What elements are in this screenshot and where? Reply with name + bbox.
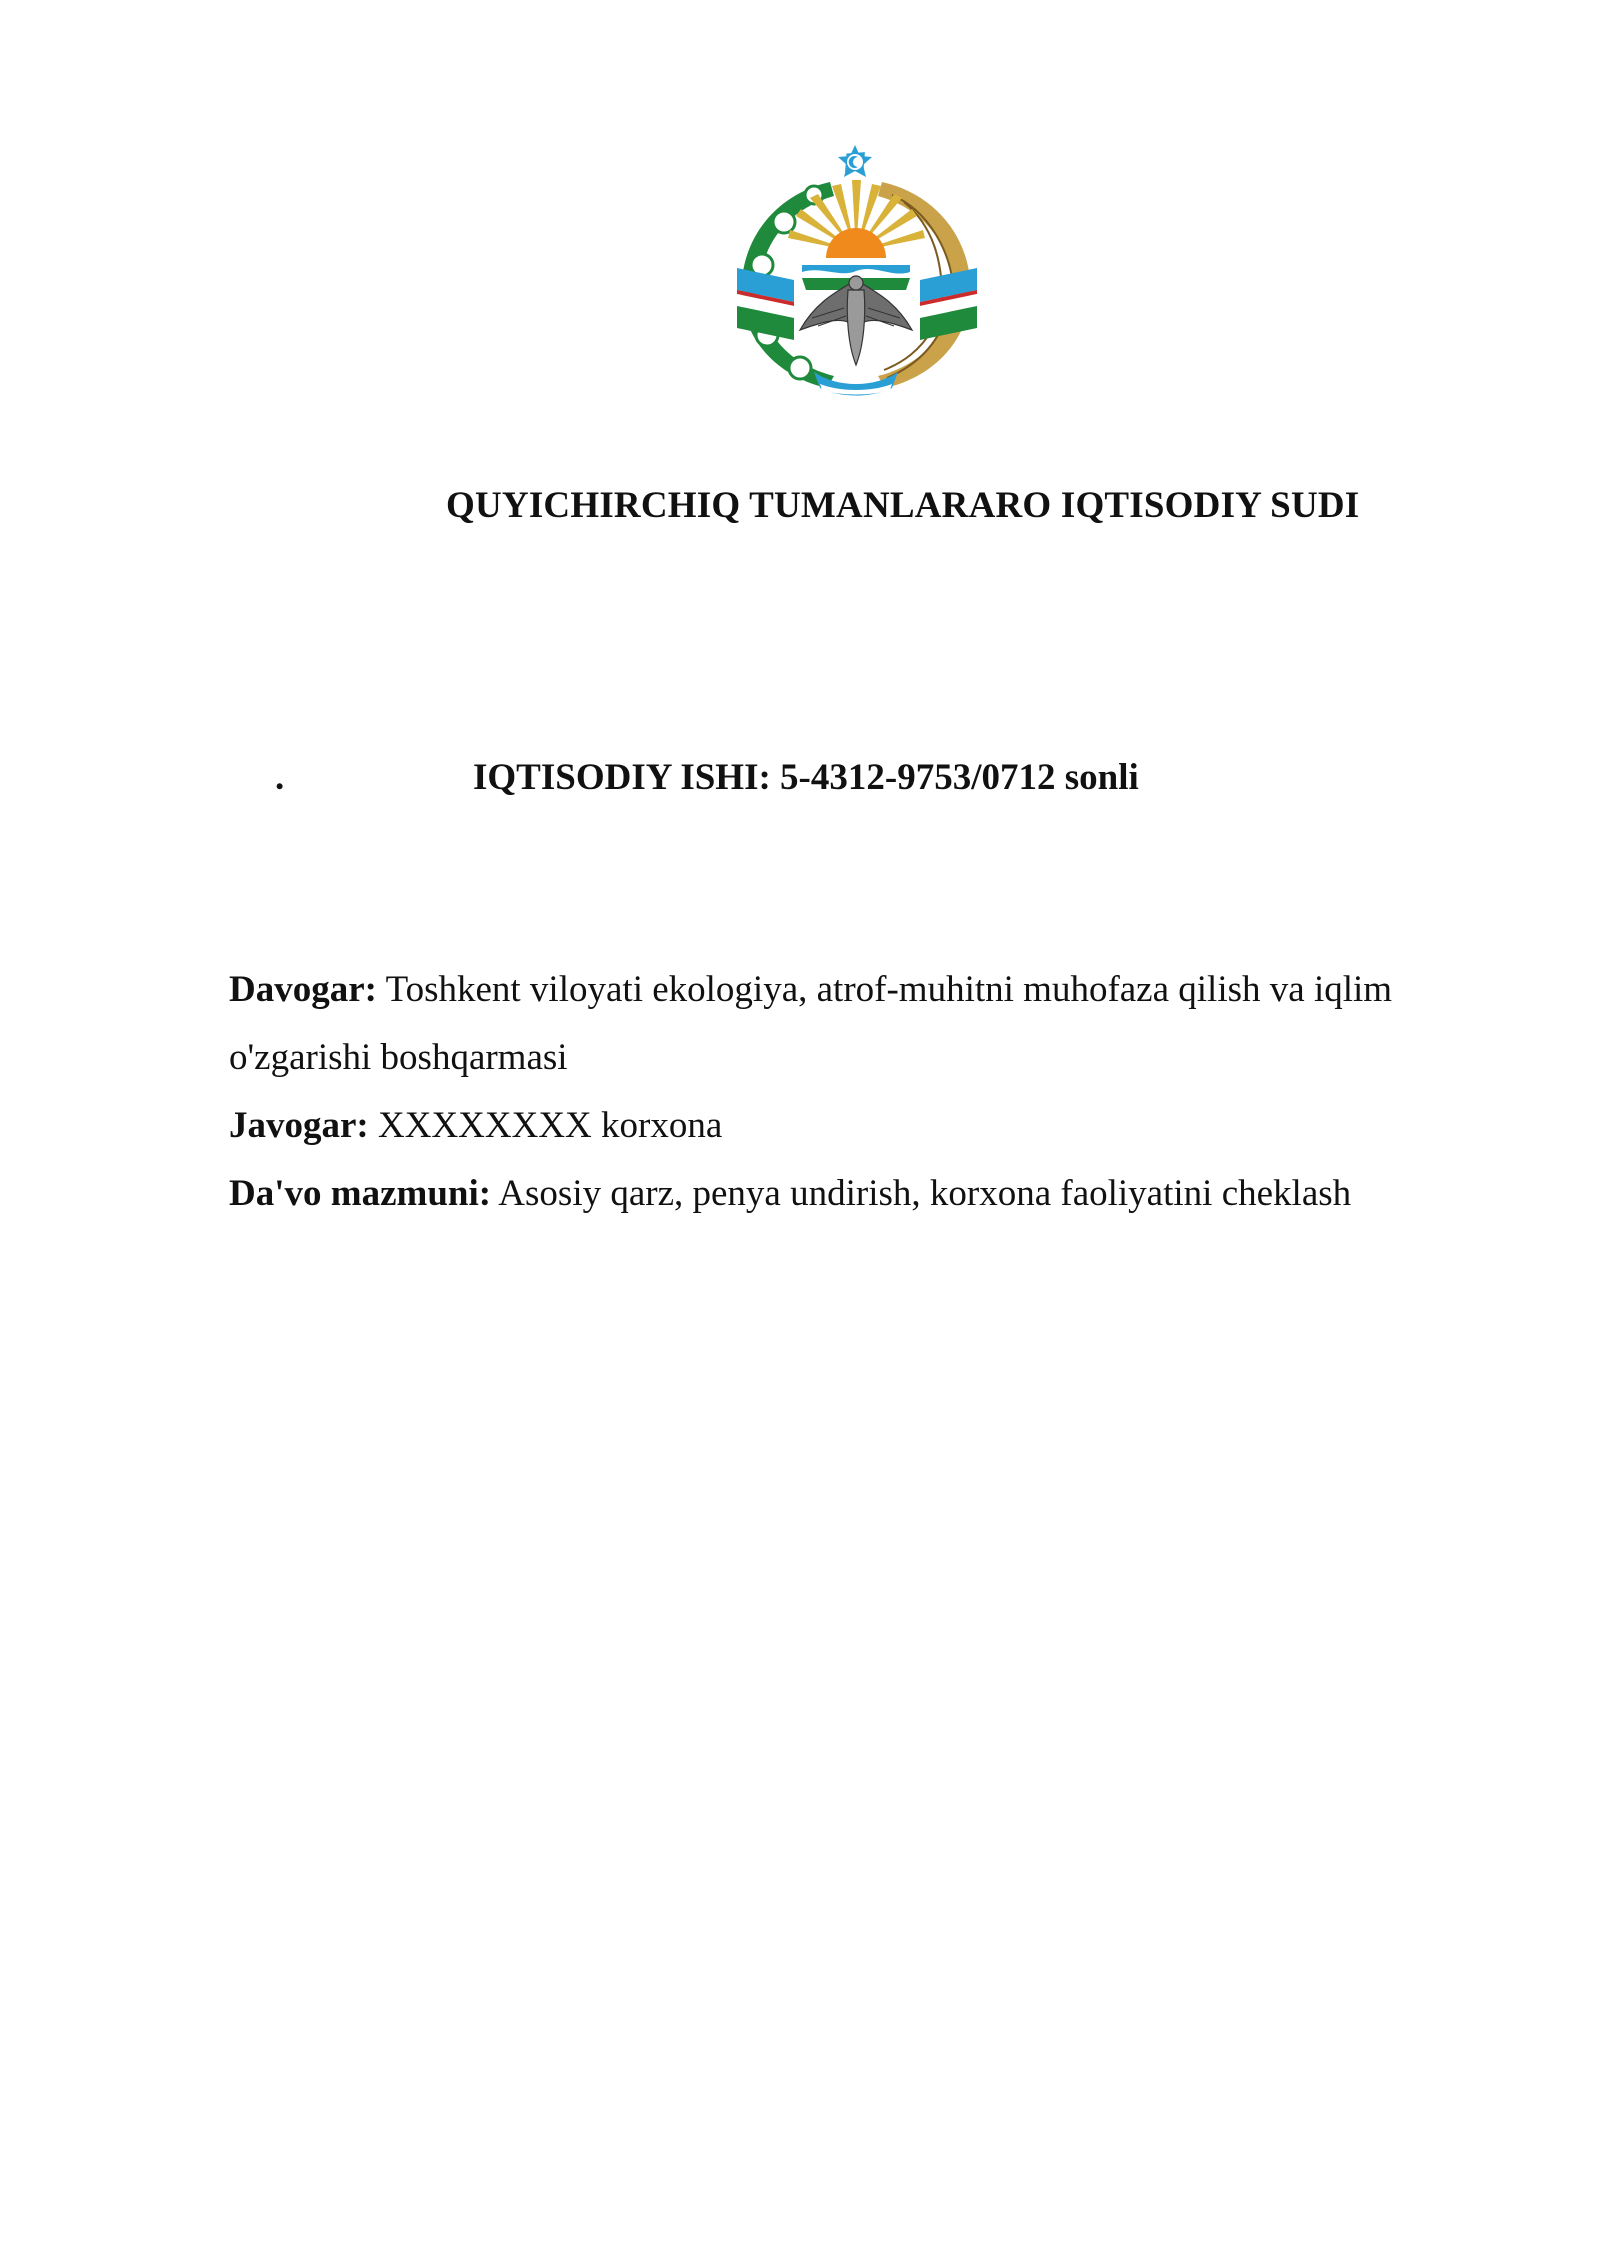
case-details: [229, 956, 1429, 1228]
defendant-label: Javogar:: [229, 1105, 369, 1146]
claim-label: Da'vo mazmuni:: [229, 1173, 492, 1214]
court-title: QUYICHIRCHIQ TUMANLARARO IQTISODIY SUDI: [446, 485, 1360, 526]
defendant-value: XXXXXXXX korxona: [378, 1105, 723, 1146]
plaintiff-line: [229, 956, 1429, 1092]
case-number-title: IQTISODIY ISHI: 5-4312-9753/0712 sonli: [473, 757, 1139, 798]
defendant-line: [229, 1092, 1429, 1160]
claim-value: Asosiy qarz, penya undirish, korxona faoliyatini cheklash: [498, 1173, 1352, 1214]
claim-line: [229, 1160, 1429, 1228]
case-bullet: .: [275, 757, 285, 798]
uzbekistan-coat-of-arms-icon: [722, 140, 992, 400]
plaintiff-label: Davogar:: [229, 969, 377, 1010]
plaintiff-value: Toshkent viloyati ekologiya, atrof-muhitni muhofaza qilish va iqlim o'zgarishi boshqarmasi: [229, 969, 1393, 1078]
